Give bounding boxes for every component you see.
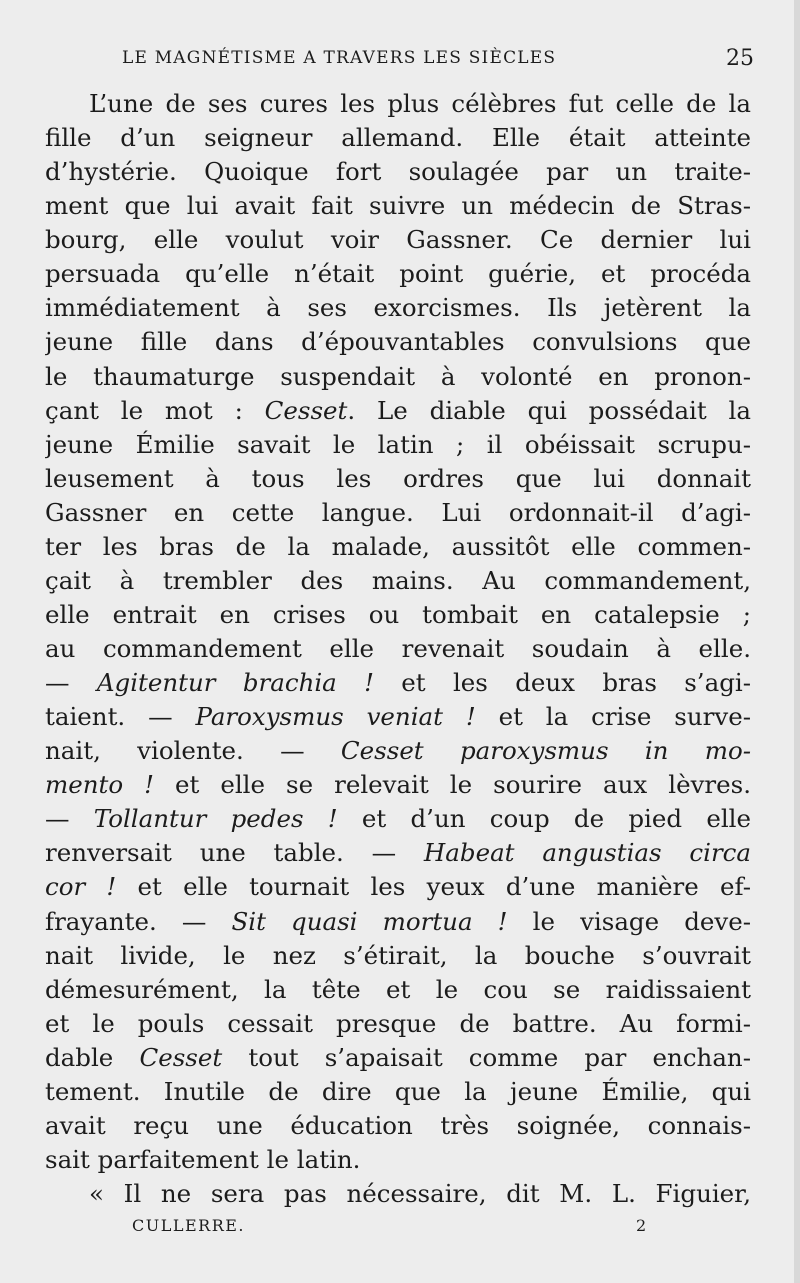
body-text xyxy=(45,87,751,1211)
text-segment: « Il ne sera pas nécessaire, dit M. L. Figuier, xyxy=(89,1179,751,1208)
text-segment: avait reçu une éducation très soignée, connais- xyxy=(45,1110,751,1140)
text-line xyxy=(45,189,751,223)
text-line xyxy=(45,632,751,666)
text-line xyxy=(45,973,751,1007)
text-line xyxy=(45,325,751,359)
text-segment: le visage deve- xyxy=(507,906,751,936)
text-segment: tout s’apaisait comme par enchan- xyxy=(222,1042,751,1072)
text-line xyxy=(45,700,751,734)
italic-text: Cesset xyxy=(139,1042,223,1072)
text-segment: taient. — xyxy=(45,702,196,732)
text-segment: leusement à tous les ordres que lui donnait xyxy=(45,463,751,493)
text-line xyxy=(45,666,751,700)
italic-text: Cesset paroxysmus in mo- xyxy=(340,736,751,766)
text-segment: et d’un coup de pied elle xyxy=(337,804,751,834)
text-line xyxy=(45,428,751,462)
text-segment: — xyxy=(45,804,94,834)
italic-text: Habeat angustias circa xyxy=(423,838,751,868)
text-line xyxy=(45,360,751,394)
text-segment: L’une de ses cures les plus célèbres fut celle de la xyxy=(89,89,751,118)
text-segment: le thaumaturge suspendait à volonté en pronon- xyxy=(45,361,751,391)
text-segment: . Le diable qui possédait la xyxy=(347,395,751,425)
text-segment: et elle tournait les yeux d’une manière ef- xyxy=(116,872,751,902)
text-segment: démesurément, la tête et le cou se raidissaient xyxy=(45,974,751,1004)
signature-mark: CULLERRE. xyxy=(132,1216,246,1235)
italic-text: cor ! xyxy=(45,872,117,902)
text-line xyxy=(45,223,751,257)
text-segment: persuada qu’elle n’était point guérie, et procéda xyxy=(45,259,751,289)
text-segment: et les deux bras s’agi- xyxy=(373,668,751,698)
text-segment: nait, violente. — xyxy=(45,736,341,766)
page-number: 25 xyxy=(726,46,754,71)
text-segment: fille d’un seigneur allemand. Elle était atteinte xyxy=(45,123,751,153)
text-line xyxy=(45,1109,751,1143)
text-segment: nait livide, le nez s’étirait, la bouche s’ouvrait xyxy=(45,940,751,970)
text-line xyxy=(45,1143,751,1177)
text-line xyxy=(45,1041,751,1075)
text-segment: sait parfaitement le latin. xyxy=(45,1144,361,1174)
text-line xyxy=(45,905,751,939)
text-line xyxy=(45,87,751,121)
text-line xyxy=(45,1075,751,1109)
text-line xyxy=(45,462,751,496)
text-segment: jeune Émilie savait le latin ; il obéissait scrupu- xyxy=(45,429,751,459)
page-edge xyxy=(794,0,800,1283)
text-segment: au commandement elle revenait soudain à elle. xyxy=(45,634,751,663)
text-line xyxy=(45,291,751,325)
text-line xyxy=(45,836,751,870)
text-segment: immédiatement à ses exorcismes. Ils jetèrent la xyxy=(45,293,751,323)
italic-text: Sit quasi mortua ! xyxy=(231,906,508,936)
text-line xyxy=(45,598,751,632)
text-segment: tement. Inutile de dire que la jeune Émilie, qui xyxy=(45,1076,751,1106)
text-line xyxy=(45,121,751,155)
text-line xyxy=(45,257,751,291)
text-segment: et la crise surve- xyxy=(475,702,751,732)
italic-text: Tollantur pedes ! xyxy=(93,804,338,834)
italic-text: mento ! xyxy=(45,770,154,800)
text-segment: frayante. — xyxy=(45,906,232,936)
text-segment: jeune fille dans d’épouvantables convulsions que xyxy=(45,327,751,357)
text-line xyxy=(45,734,751,768)
italic-text: Agitentur brachia ! xyxy=(96,668,374,698)
italic-text: Cesset xyxy=(264,395,348,425)
text-segment: et elle se relevait le sourire aux lèvres. xyxy=(153,770,751,800)
text-line xyxy=(45,1007,751,1041)
text-segment: dable xyxy=(45,1042,140,1072)
text-segment: renversait une table. — xyxy=(45,838,424,868)
text-segment: bourg, elle voulut voir Gassner. Ce dernier lui xyxy=(45,225,751,255)
text-line xyxy=(45,1177,751,1211)
italic-text: Paroxysmus veniat ! xyxy=(195,702,476,732)
running-title: LE MAGNÉTISME A TRAVERS LES SIÈCLES xyxy=(122,48,557,68)
text-line xyxy=(45,394,751,428)
text-segment: elle entrait en crises ou tombait en catalepsie ; xyxy=(45,599,751,629)
text-segment: ter les bras de la malade, aussitôt elle commen- xyxy=(45,531,751,561)
text-segment: — xyxy=(45,668,97,698)
text-line xyxy=(45,564,751,598)
text-segment: et le pouls cessait presque de battre. Au formi- xyxy=(45,1008,751,1038)
text-segment: çait à trembler des mains. Au commandement, xyxy=(45,565,751,595)
text-segment: çant le mot : xyxy=(45,395,265,425)
text-line xyxy=(45,496,751,530)
text-line xyxy=(45,530,751,564)
text-line xyxy=(45,870,751,904)
text-line xyxy=(45,802,751,836)
signature-number: 2 xyxy=(636,1216,647,1235)
text-segment: d’hystérie. Quoique fort soulagée par un traite- xyxy=(45,157,751,187)
text-segment: ment que lui avait fait suivre un médecin de Stras- xyxy=(45,191,751,221)
text-line xyxy=(45,939,751,973)
text-line xyxy=(45,768,751,802)
text-line xyxy=(45,155,751,189)
text-segment: Gassner en cette langue. Lui ordonnait-il d’agi- xyxy=(45,497,751,527)
